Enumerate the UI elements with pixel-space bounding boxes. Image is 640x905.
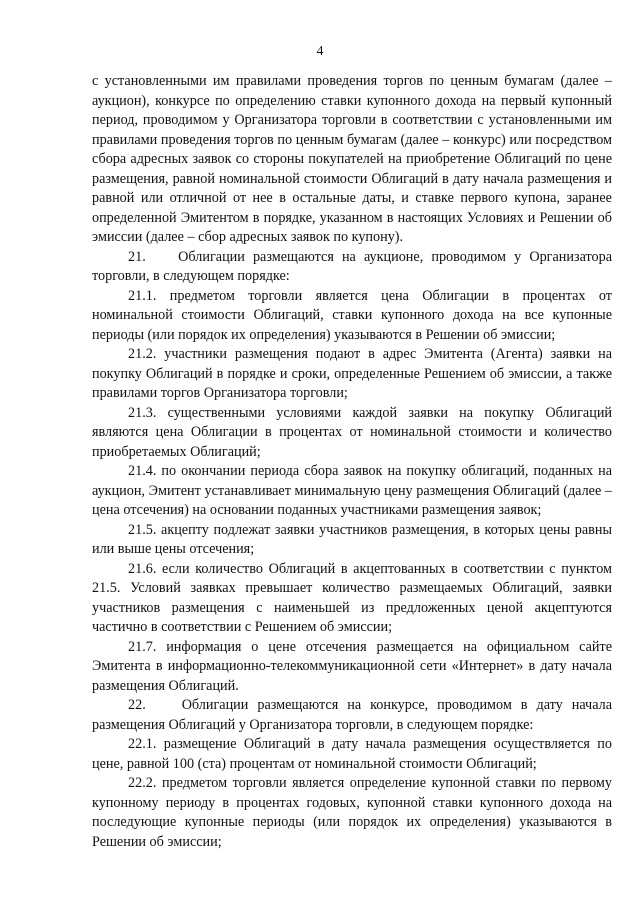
paragraph-clause-22: 22. Облигации размещаются на конкурсе, проводимом в дату начала размещения Облигаций у Организатора торговли, в следующем порядке: bbox=[92, 697, 612, 733]
paragraph-clause-21-2: 21.2. участники размещения подают в адрес Эмитента (Агента) заявки на покупку Облигаций в порядке и сроки, определенные Решением об эмиссии, а также правилами торгов Организатора торговли; bbox=[92, 346, 612, 401]
paragraph-clause-21: 21. Облигации размещаются на аукционе, проводимом у Организатора торговли, в следующем порядке: bbox=[92, 248, 612, 284]
paragraph-clause-21-6: 21.6. если количество Облигаций в акцептованных в соответствии с пунктом 21.5. Условий заявках превышает количество размещаемых Облигаций, заявки участников размещения с наименьшей из предложенных ценой акцептуются частично в соответствии с Решением об эмиссии; bbox=[92, 560, 612, 635]
paragraph-clause-22-1: 22.1. размещение Облигаций в дату начала размещения осуществляется по цене, равной 100 (ста) процентам от номинальной стоимости Облигаций; bbox=[92, 736, 612, 772]
paragraph-clause-21-7: 21.7. информация о цене отсечения размещается на официальном сайте Эмитента в информационно-телекоммуникационной сети «Интернет» в дату начала размещения Облигаций. bbox=[92, 638, 612, 694]
paragraph-clause-21-4: 21.4. по окончании периода сбора заявок на покупку облигаций, поданных на аукцион, Эмитент устанавливает минимальную цену размещения Облигаций (далее – цена отсечения) на основании поданных участниками размещения заявок; bbox=[92, 463, 612, 518]
paragraph-clause-22-2: 22.2. предметом торговли является определение купонной ставки по первому купонному периоду в процентах годовых, купонной ставки купонного дохода на последующие купонные периоды (или порядок их определения) указываются в Решении об эмиссии; bbox=[92, 775, 612, 850]
document-body bbox=[92, 72, 612, 852]
paragraph-clause-21-1: 21.1. предметом торговли является цена Облигации в процентах от номинальной стоимости Облигаций, ставки купонного дохода на все купонные периоды (или порядок их определения) указываются в Решении об эмиссии; bbox=[92, 287, 612, 343]
page-number: 4 bbox=[316, 44, 324, 59]
paragraph-clause-21-5: 21.5. акцепту подлежат заявки участников размещения, в которых цены равны или выше цены отсечения; bbox=[92, 521, 612, 557]
paragraph-clause-21-3: 21.3. существенными условиями каждой заявки на покупку Облигаций являются цена Облигации в процентах от номинальной стоимости и количество приобретаемых Облигаций; bbox=[92, 404, 612, 460]
paragraph-continuation: с установленными им правилами проведения торгов по ценным бумагам (далее – аукцион), конкурсе по определению ставки купонного дохода на первый купонный период, проводимом у Организатора торговли в соответствии с установленными им правилами проведения торгов по ценным бумагам (далее – конкурс) или посредством сбора адресных заявок со стороны покупателей на приобретение Облигаций по цене размещения, равной номинальной стоимости Облигаций в дату начала размещения и равной или отличной от нее в остальные даты, и ставке первого купона, заранее определенной Эмитентом в порядке, указанном в настоящих Условиях и Решении об эмиссии (далее – сбор адресных заявок по купону). bbox=[92, 73, 612, 245]
